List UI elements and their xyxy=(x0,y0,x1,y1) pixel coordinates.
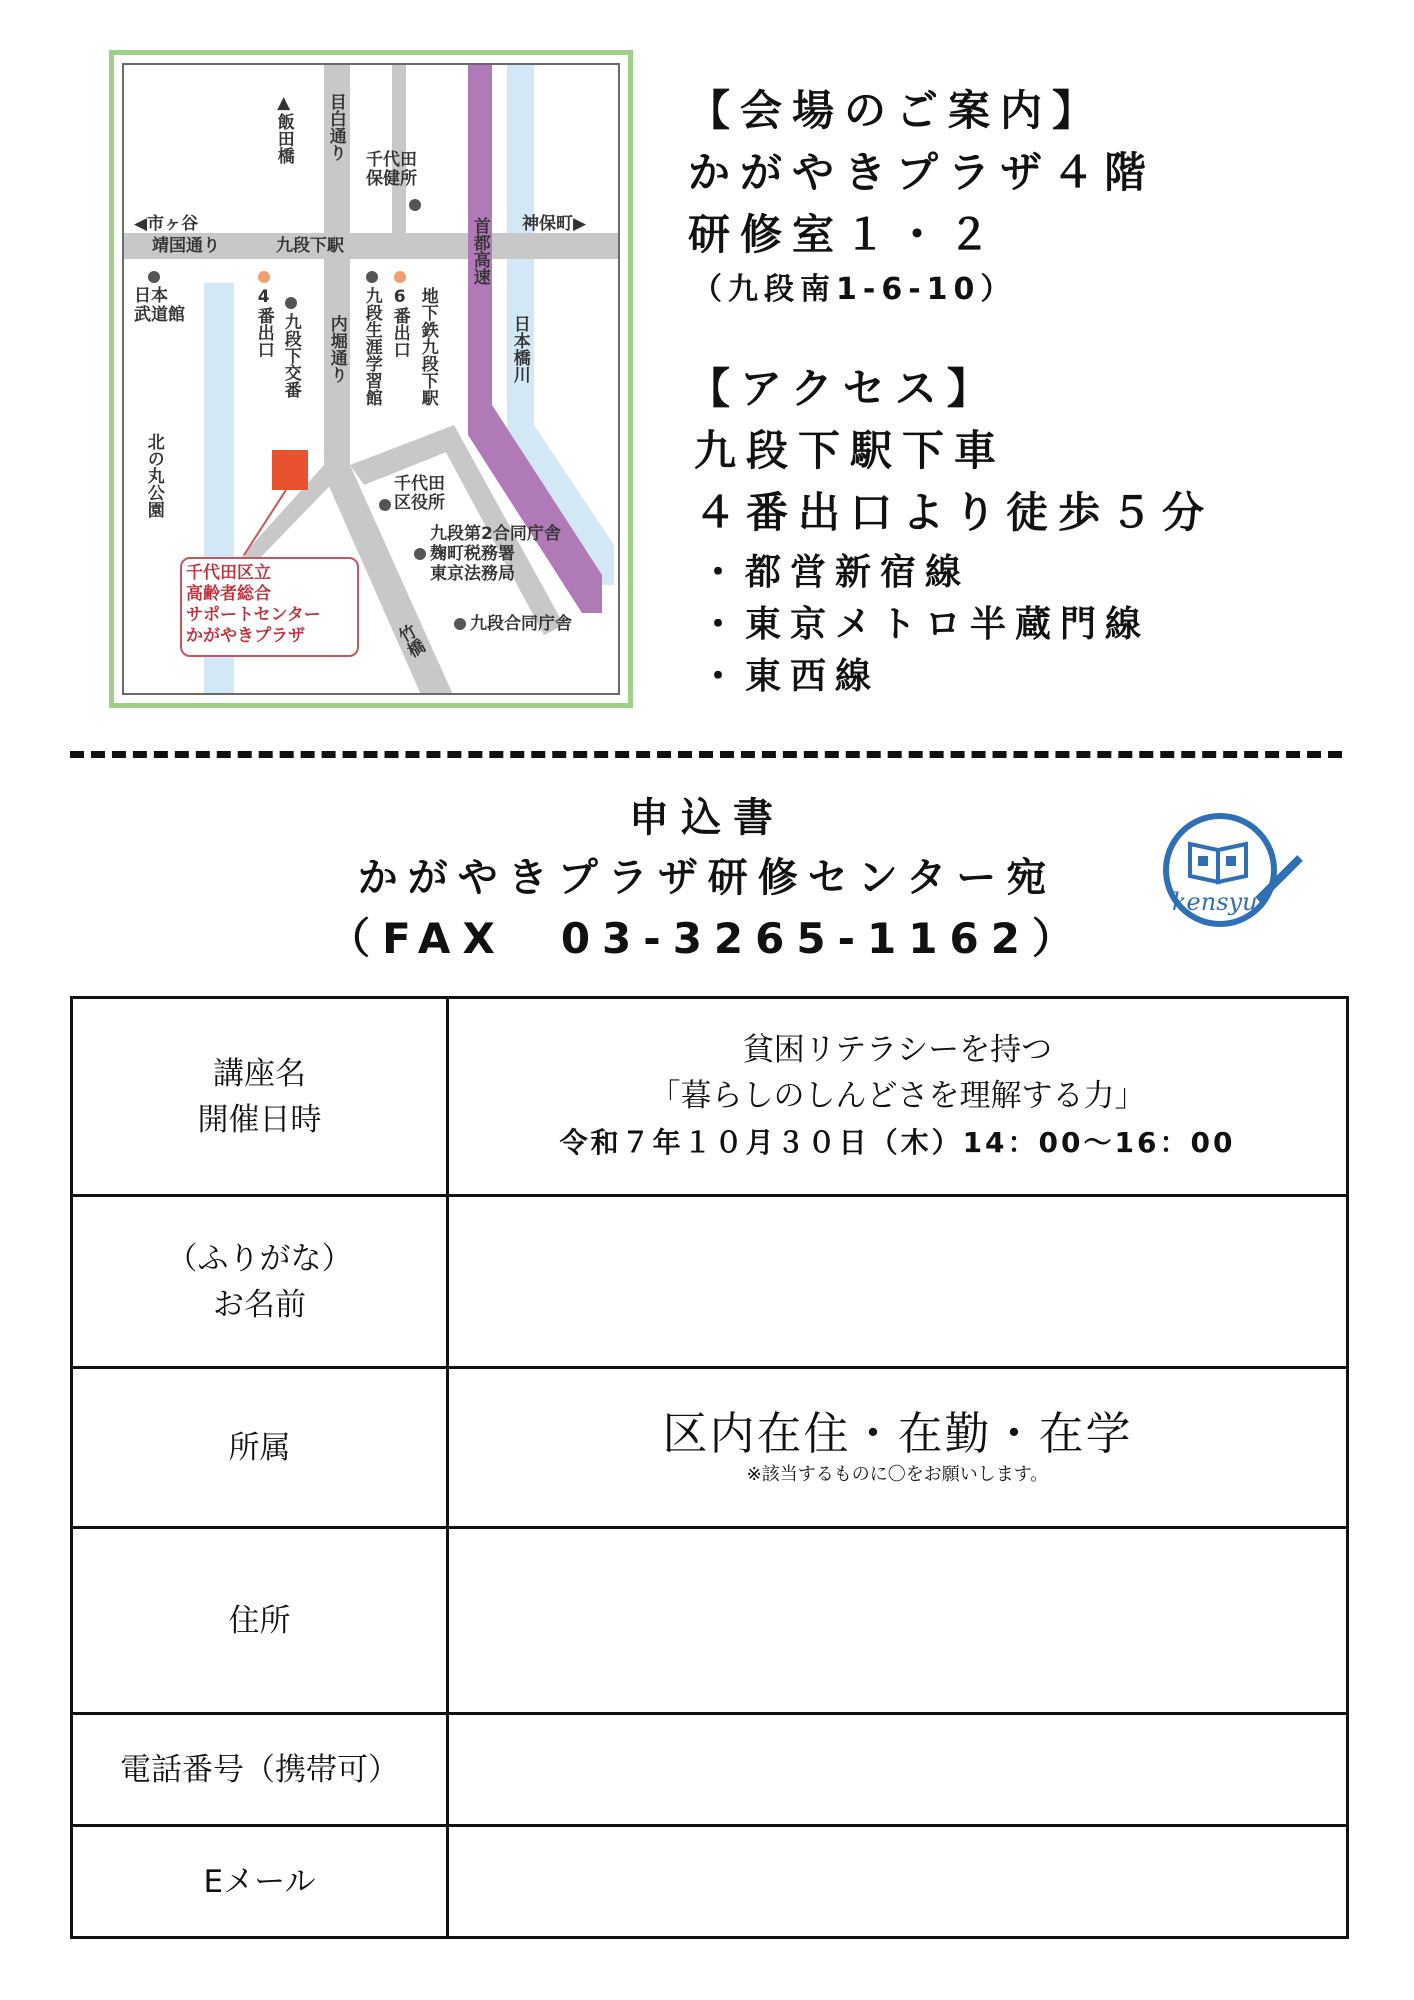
access-walk: ４番出口より徒歩５分 xyxy=(694,488,1215,537)
label-ichigaya: ◀市ヶ谷 xyxy=(134,214,199,234)
venue-marker xyxy=(272,450,308,490)
affiliation-note: ※該当するものに〇をお願いします。 xyxy=(746,1463,1049,1485)
venue-building: かがやきプラザ４階 xyxy=(688,148,1157,197)
table-row-phone xyxy=(72,1714,1348,1826)
access-map xyxy=(109,50,633,708)
label-exit6: 6番出口 xyxy=(389,287,410,358)
dot-koban xyxy=(285,297,297,309)
label-zeimusho: 麹町税務署 xyxy=(430,544,515,564)
label-godo2: 九段第2合同庁舎 xyxy=(430,524,561,544)
label-exit4: 4番出口 xyxy=(253,287,274,358)
table-row-email xyxy=(72,1826,1348,1938)
phone-label: 電話番号（携帯可） xyxy=(120,1751,399,1788)
dot-kuyakusho xyxy=(379,499,391,511)
logo-text: kensyu xyxy=(1172,888,1258,916)
address-input-cell[interactable] xyxy=(448,1528,1348,1714)
access-station: 九段下駅下車 xyxy=(694,426,1007,475)
access-line-1: ・都営新宿線 xyxy=(700,552,971,593)
access-heading: 【アクセス】 xyxy=(688,364,999,413)
label-hokenjo: 千代田 保健所 xyxy=(366,150,417,189)
affiliation-input-cell[interactable] xyxy=(448,1368,1348,1528)
label-kitanomaru: 北の丸公園 xyxy=(143,433,164,518)
label-yasukuni: 靖国通り xyxy=(152,236,220,256)
form-title: 申込書 xyxy=(629,795,785,841)
label-cell-affiliation xyxy=(72,1368,448,1528)
label-uchibori: 内堀通り xyxy=(326,315,347,383)
label-koban: 九段下交番 xyxy=(280,313,301,398)
label-chikatetsu: 地下鉄九段下駅 xyxy=(417,287,438,406)
label-shogai: 九段生涯学習館 xyxy=(361,287,382,406)
label-shuto: 首都高速 xyxy=(469,217,490,285)
venue-callout xyxy=(180,557,359,657)
label-homukyoku: 東京法務局 xyxy=(430,564,515,584)
label-cell-course xyxy=(72,998,448,1196)
label-jimbocho: 神保町▶ xyxy=(522,214,587,234)
label-mejiro-dori: 目白通り xyxy=(325,93,346,161)
label-kudanshita-station: 九段下駅 xyxy=(276,236,344,256)
name-label: （ふりがな） お名前 xyxy=(166,1240,353,1323)
table-row-address xyxy=(72,1528,1348,1714)
dot-shogai xyxy=(366,271,378,283)
label-iidabashi: ▲飯田橋 xyxy=(273,93,294,164)
name-input-cell[interactable] xyxy=(448,1196,1348,1368)
venue-address: （九段南1-6-10） xyxy=(692,272,1017,307)
email-input-cell[interactable] xyxy=(448,1826,1348,1938)
label-cell-email xyxy=(72,1826,448,1938)
label-cell-phone xyxy=(72,1714,448,1826)
phone-input-cell[interactable] xyxy=(448,1714,1348,1826)
dot-zeimusho xyxy=(414,548,426,560)
dot-exit4 xyxy=(258,271,270,283)
address-label: 住所 xyxy=(228,1602,291,1639)
venue-room: 研修室１・２ xyxy=(688,210,1001,259)
dot-exit6 xyxy=(394,271,406,283)
access-line-3: ・東西線 xyxy=(700,656,881,697)
dot-hokenjo xyxy=(409,199,421,211)
access-line-2: ・東京メトロ半蔵門線 xyxy=(700,604,1151,645)
table-row-affiliation xyxy=(72,1368,1348,1528)
application-form-table xyxy=(70,996,1349,1939)
cut-line-divider xyxy=(70,751,1342,758)
course-label: 講座名 開催日時 xyxy=(197,1055,322,1138)
dot-budokan xyxy=(148,271,160,283)
venue-heading: 【会場のご案内】 xyxy=(688,86,1105,135)
email-label: Eメール xyxy=(203,1863,316,1900)
label-kuyakusho: 千代田 区役所 xyxy=(394,474,445,513)
label-budokan: 日本 武道館 xyxy=(134,286,185,325)
dot-godo xyxy=(454,618,466,630)
form-addressee: かがやきプラザ研修センター宛 xyxy=(357,855,1057,901)
label-godo: 九段合同庁舎 xyxy=(470,614,572,634)
affiliation-options: 区内在住・在勤・在学 xyxy=(662,1406,1133,1460)
venue-callout-label: 千代田区立 高齢者総合 サポートセンター かがやきプラザ xyxy=(186,563,321,646)
label-takebashi: 竹橋 xyxy=(392,622,427,662)
table-row-name xyxy=(72,1196,1348,1368)
kensyu-logo xyxy=(1150,800,1310,940)
map-frame xyxy=(122,63,620,695)
affiliation-label: 所属 xyxy=(228,1429,291,1466)
course-date: 令和７年１０月３０日（木）14：00〜16：00 xyxy=(559,1125,1236,1159)
form-fax: （FAX 03-3265-1162） xyxy=(328,914,1086,963)
course-title: 貧困リテラシーを持つ 「暮らしのしんどさを理解する力」 xyxy=(649,1031,1146,1114)
table-row-course xyxy=(72,998,1348,1196)
label-cell-name xyxy=(72,1196,448,1368)
label-nihonbashi: 日本橋川 xyxy=(509,315,530,383)
label-cell-address xyxy=(72,1528,448,1714)
value-cell-course xyxy=(448,998,1348,1196)
